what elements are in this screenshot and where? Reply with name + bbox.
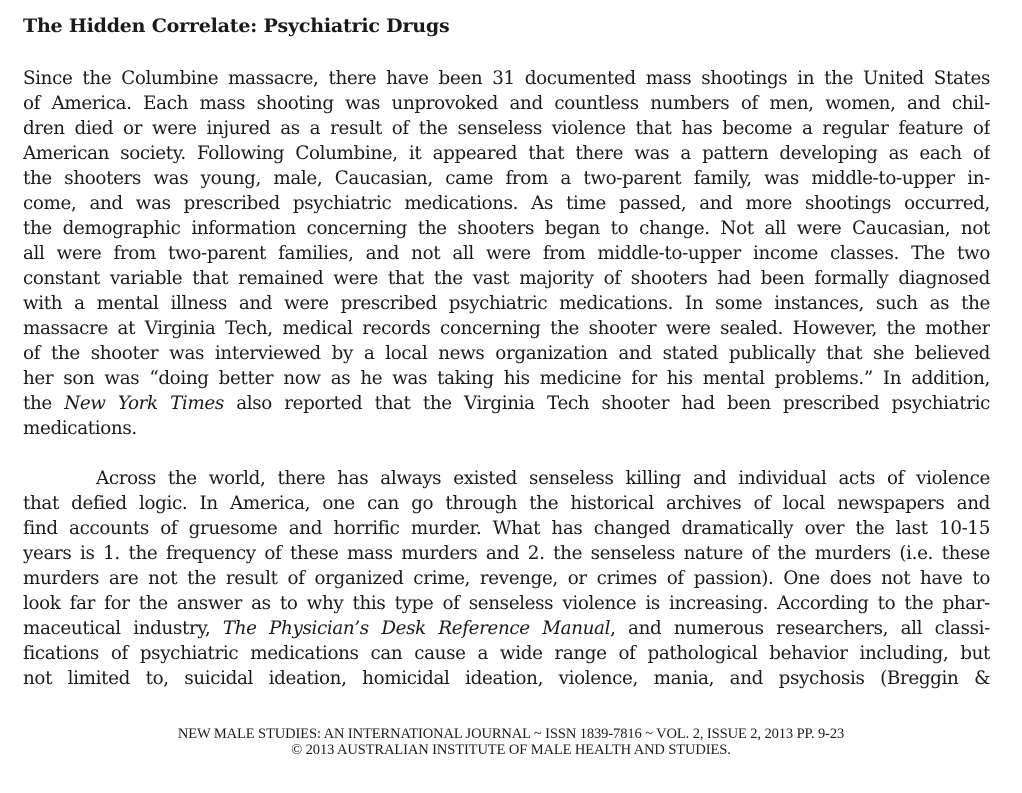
paragraph-line [23, 466, 990, 491]
paragraph-2 [23, 466, 990, 691]
paragraph-line: constant variable that remained were that the vast majority of shooters had been formally diagnosed [23, 268, 990, 289]
reference-title: The Physician’s Desk Reference Manual [222, 618, 611, 639]
paragraph-line: of the shooter was interviewed by a local news organization and stated publically that she believed [23, 343, 990, 364]
paragraph-line: of America. Each mass shooting was unprovoked and countless numbers of men, women, and chil- [23, 93, 990, 114]
line-text: Across the world, there has always existed senseless killing and individual acts of violence [96, 468, 990, 489]
paragraph-1 [23, 66, 990, 441]
paragraph-line: find accounts of gruesome and horrific murder. What has changed dramatically over the last 10-15 [23, 518, 990, 539]
paragraph-line: the shooters was young, male, Caucasian, came from a two-parent family, was middle-to-upper in- [23, 168, 990, 189]
paragraph-line: years is 1. the frequency of these mass murders and 2. the senseless nature of the murders (i.e. these [23, 543, 990, 564]
paragraph-line: Since the Columbine massacre, there have been 31 documented mass shootings in the United States [23, 68, 990, 89]
section-title: The Hidden Correlate: Psychiatric Drugs [23, 15, 450, 37]
line-text: the [23, 393, 65, 414]
paragraph-line: look far for the answer as to why this type of senseless violence is increasing. According to the phar- [23, 593, 990, 614]
copyright-footer: © 2013 AUSTRALIAN INSTITUTE OF MALE HEALTH AND STUDIES. [291, 742, 731, 758]
paragraph-line: that defied logic. In America, one can go through the historical archives of local newspapers and [23, 493, 990, 514]
paragraph-line: the demographic information concerning the shooters began to change. Not all were Caucasian, not [23, 218, 990, 239]
paragraph-line: fications of psychiatric medications can cause a wide range of pathological behavior including, but [23, 643, 990, 664]
journal-footer: NEW MALE STUDIES: AN INTERNATIONAL JOURNAL ~ ISSN 1839-7816 ~ VOL. 2, ISSUE 2, 2013 PP. 9-23 [177, 726, 845, 742]
paragraph-line: massacre at Virginia Tech, medical records concerning the shooter were sealed. However, the mother [23, 318, 990, 339]
paragraph-line: dren died or were injured as a result of the senseless violence that has become a regular feature of [23, 118, 990, 139]
paragraph-line: murders are not the result of organized crime, revenge, or crimes of passion). One does not have to [23, 568, 990, 589]
paragraph-line: her son was “doing better now as he was taking his medicine for his mental problems.” In addition, [23, 368, 990, 389]
paragraph-line [23, 616, 990, 641]
line-text: also reported that the Virginia Tech shooter had been prescribed psychiatric [223, 393, 990, 414]
paragraph-line: with a mental illness and were prescribed psychiatric medications. In some instances, such as the [23, 293, 990, 314]
line-text: , and numerous researchers, all classi- [610, 618, 990, 639]
paragraph-line [23, 391, 990, 416]
paragraph-line: all were from two-parent families, and not all were from middle-to-upper income classes. The two [23, 243, 990, 264]
line-text: maceutical industry, [23, 618, 223, 639]
paragraph-line: come, and was prescribed psychiatric medications. As time passed, and more shootings occurred, [23, 193, 990, 214]
paragraph-line: medications. [23, 418, 137, 439]
paragraph-line: American society. Following Columbine, it appeared that there was a pattern developing as each of [23, 143, 990, 164]
paragraph-line: not limited to, suicidal ideation, homicidal ideation, violence, mania, and psychosis (Breggin & [23, 668, 990, 689]
newspaper-title: New York Times [64, 393, 224, 414]
